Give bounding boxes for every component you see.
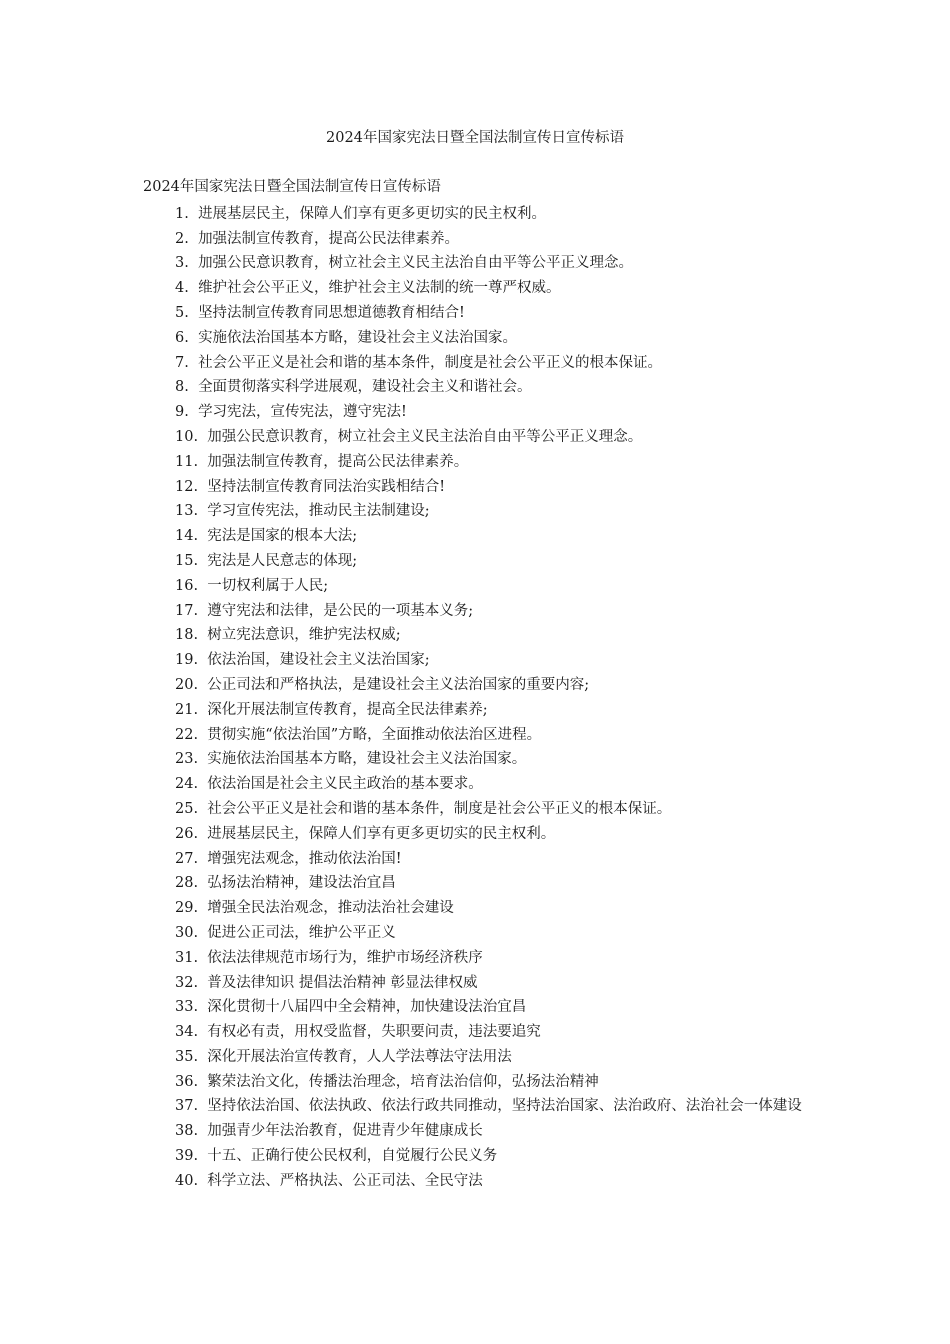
slogan-item <box>143 351 805 376</box>
slogan-text: 全面贯彻落实科学进展观，建设社会主义和谐社会。 <box>198 379 532 396</box>
slogan-number: 15. <box>175 552 199 569</box>
slogan-number: 3. <box>175 255 189 272</box>
slogan-number: 34. <box>175 1024 199 1041</box>
slogan-item <box>143 1070 805 1095</box>
slogan-item <box>143 1144 805 1169</box>
slogan-text: 坚持法制宣传教育同法治实践相结合! <box>207 478 446 495</box>
slogan-text: 依法法律规范市场行为，维护市场经济秩序 <box>207 949 483 966</box>
slogan-number: 16. <box>175 577 199 594</box>
slogan-number: 31. <box>175 949 199 966</box>
slogan-number: 30. <box>175 924 199 941</box>
slogan-text: 深化贯彻十八届四中全会精神，加快建设法治宜昌 <box>207 999 527 1016</box>
slogan-text: 十五、正确行使公民权利，自觉履行公民义务 <box>207 1148 498 1165</box>
slogan-number: 21. <box>175 701 199 718</box>
slogan-text: 进展基层民主，保障人们享有更多更切实的民主权利。 <box>207 825 556 842</box>
slogan-item <box>143 723 805 748</box>
document-title: 2024年国家宪法日暨全国法制宣传日宣传标语 <box>326 130 624 146</box>
slogan-text: 加强青少年法治教育，促进青少年健康成长 <box>207 1123 483 1140</box>
slogan-number: 9. <box>175 404 189 421</box>
slogan-number: 14. <box>175 528 199 545</box>
slogan-item <box>143 251 805 276</box>
slogan-text: 坚持依法治国、依法执政、依法行政共同推动，坚持法治国家、法治政府、法治社会一体建设 <box>207 1098 802 1115</box>
slogan-number: 19. <box>175 652 199 669</box>
slogan-item <box>143 524 805 549</box>
slogan-text: 贯彻实施“依法治国”方略，全面推动依法治区进程。 <box>207 726 542 743</box>
slogan-text: 学习宪法，宣传宪法，遵守宪法! <box>198 404 407 421</box>
slogan-number: 39. <box>175 1148 199 1165</box>
slogan-number: 12. <box>175 478 199 495</box>
slogan-text: 促进公正司法，维护公平正义 <box>207 924 396 941</box>
slogan-number: 24. <box>175 776 199 793</box>
slogan-item <box>143 400 805 425</box>
slogan-number: 8. <box>175 379 189 396</box>
slogan-text: 社会公平正义是社会和谐的基本条件，制度是社会公平正义的根本保证。 <box>207 800 672 817</box>
slogan-number: 13. <box>175 503 199 520</box>
slogan-number: 35. <box>175 1048 199 1065</box>
slogan-number: 40. <box>175 1172 199 1189</box>
slogan-item <box>143 227 805 252</box>
slogan-number: 17. <box>175 602 199 619</box>
slogan-item <box>143 623 805 648</box>
slogan-item <box>143 1094 805 1119</box>
slogan-text: 宪法是国家的根本大法; <box>207 528 358 545</box>
slogan-item <box>143 425 805 450</box>
slogan-item <box>143 747 805 772</box>
slogan-text: 社会公平正义是社会和谐的基本条件，制度是社会公平正义的根本保证。 <box>198 354 663 371</box>
slogan-item <box>143 499 805 524</box>
slogan-text: 实施依法治国基本方略，建设社会主义法治国家。 <box>198 329 518 346</box>
slogan-text: 依法治国，建设社会主义法治国家; <box>207 652 430 669</box>
slogan-text: 进展基层民主，保障人们享有更多更切实的民主权利。 <box>198 205 547 222</box>
slogan-item <box>143 971 805 996</box>
slogan-item <box>143 921 805 946</box>
slogan-number: 27. <box>175 850 199 867</box>
slogan-text: 宪法是人民意志的体现; <box>207 552 358 569</box>
slogan-item <box>143 1169 805 1194</box>
slogan-text: 增强全民法治观念，推动法治社会建设 <box>207 900 454 917</box>
slogan-item <box>143 896 805 921</box>
slogan-item <box>143 995 805 1020</box>
slogan-item <box>143 772 805 797</box>
slogan-number: 6. <box>175 329 189 346</box>
slogan-text: 依法治国是社会主义民主政治的基本要求。 <box>207 776 483 793</box>
slogan-text: 深化开展法制宣传教育，提高全民法律素养; <box>207 701 488 718</box>
slogan-number: 36. <box>175 1073 199 1090</box>
slogan-text: 增强宪法观念，推动依法治国! <box>207 850 402 867</box>
slogan-number: 38. <box>175 1123 199 1140</box>
slogan-item <box>143 375 805 400</box>
slogan-text: 弘扬法治精神，建设法治宜昌 <box>207 875 396 892</box>
slogan-item <box>143 946 805 971</box>
slogan-number: 4. <box>175 280 189 297</box>
slogan-number: 37. <box>175 1098 199 1115</box>
slogan-item <box>143 1045 805 1070</box>
slogan-item <box>143 450 805 475</box>
slogan-number: 1. <box>175 205 189 222</box>
slogan-item <box>143 698 805 723</box>
slogan-number: 7. <box>175 354 189 371</box>
slogan-text: 公正司法和严格执法，是建设社会主义法治国家的重要内容; <box>207 676 590 693</box>
slogan-item <box>143 301 805 326</box>
slogan-item <box>143 1020 805 1045</box>
slogan-number: 26. <box>175 825 199 842</box>
slogan-text: 繁荣法治文化，传播法治理念，培育法治信仰，弘扬法治精神 <box>207 1073 599 1090</box>
slogan-number: 18. <box>175 627 199 644</box>
slogan-number: 29. <box>175 900 199 917</box>
slogan-item <box>143 326 805 351</box>
slogan-number: 2. <box>175 230 189 247</box>
slogan-text: 加强法制宣传教育，提高公民法律素养。 <box>198 230 460 247</box>
slogan-item <box>143 599 805 624</box>
slogan-number: 5. <box>175 304 189 321</box>
document-body <box>143 177 805 1194</box>
slogan-item <box>143 1119 805 1144</box>
slogan-item <box>143 549 805 574</box>
slogan-item <box>143 475 805 500</box>
slogan-text: 加强法制宣传教育，提高公民法律素养。 <box>207 453 469 470</box>
slogan-item <box>143 847 805 872</box>
slogan-item <box>143 202 805 227</box>
slogan-text: 一切权利属于人民; <box>207 577 329 594</box>
slogan-number: 22. <box>175 726 199 743</box>
slogan-text: 科学立法、严格执法、公正司法、全民守法 <box>207 1172 483 1189</box>
slogan-list <box>143 202 805 1194</box>
slogan-item <box>143 871 805 896</box>
slogan-number: 23. <box>175 751 199 768</box>
slogan-text: 深化开展法治宣传教育，人人学法尊法守法用法 <box>207 1048 512 1065</box>
slogan-text: 有权必有责，用权受监督，失职要问责，违法要追究 <box>207 1024 541 1041</box>
slogan-text: 维护社会公平正义，维护社会主义法制的统一尊严权威。 <box>198 280 561 297</box>
slogan-item <box>143 797 805 822</box>
slogan-number: 32. <box>175 974 199 991</box>
slogan-number: 28. <box>175 875 199 892</box>
slogan-item <box>143 673 805 698</box>
slogan-item <box>143 574 805 599</box>
slogan-item <box>143 822 805 847</box>
slogan-text: 树立宪法意识，维护宪法权威; <box>207 627 401 644</box>
slogan-number: 11. <box>175 453 199 470</box>
slogan-text: 实施依法治国基本方略，建设社会主义法治国家。 <box>207 751 527 768</box>
slogan-number: 10. <box>175 428 199 445</box>
slogan-text: 遵守宪法和法律，是公民的一项基本义务; <box>207 602 474 619</box>
document-subtitle: 2024年国家宪法日暨全国法制宣传日宣传标语 <box>143 179 441 195</box>
slogan-text: 学习宣传宪法，推动民主法制建设; <box>207 503 430 520</box>
slogan-text: 坚持法制宣传教育同思想道德教育相结合! <box>198 304 465 321</box>
slogan-number: 20. <box>175 676 199 693</box>
slogan-number: 33. <box>175 999 199 1016</box>
slogan-item <box>143 648 805 673</box>
slogan-text: 加强公民意识教育，树立社会主义民主法治自由平等公平正义理念。 <box>207 428 643 445</box>
slogan-item <box>143 276 805 301</box>
slogan-number: 25. <box>175 800 199 817</box>
slogan-text: 普及法律知识 提倡法治精神 彰显法律权威 <box>207 974 478 991</box>
slogan-text: 加强公民意识教育，树立社会主义民主法治自由平等公平正义理念。 <box>198 255 634 272</box>
